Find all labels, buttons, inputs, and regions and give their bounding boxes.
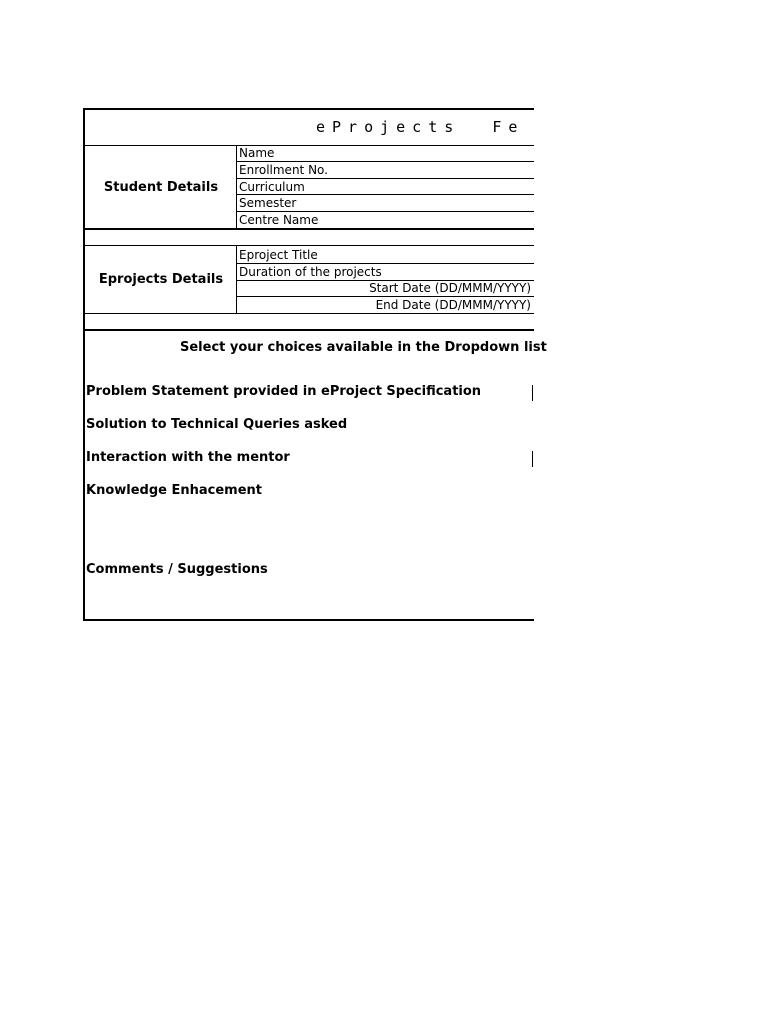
question-knowledge-enhancement: Knowledge Enhacement xyxy=(86,483,263,498)
field-end-date[interactable]: End Date (DD/MMM/YYYY) xyxy=(375,298,531,312)
field-centre-name[interactable]: Centre Name xyxy=(239,213,319,227)
question-problem-statement: Problem Statement provided in eProject Specification xyxy=(86,384,482,399)
dropdown-problem-statement[interactable] xyxy=(532,385,533,401)
field-eproject-title[interactable]: Eproject Title xyxy=(239,248,318,262)
question-technical-queries: Solution to Technical Queries asked xyxy=(86,417,348,432)
form-title: eProjects Fe xyxy=(316,118,525,136)
field-name[interactable]: Name xyxy=(239,146,275,160)
dropdown-mentor-interaction[interactable] xyxy=(532,451,533,467)
field-start-date[interactable]: Start Date (DD/MMM/YYYY) xyxy=(369,281,531,295)
frame-top-border xyxy=(83,108,534,110)
field-enrollment-no[interactable]: Enrollment No. xyxy=(239,163,328,177)
student-block-bottom xyxy=(83,228,534,230)
field-semester[interactable]: Semester xyxy=(239,196,297,210)
field-curriculum[interactable]: Curriculum xyxy=(239,180,305,194)
frame-bottom-border xyxy=(83,619,534,621)
question-mentor-interaction: Interaction with the mentor xyxy=(86,450,290,465)
frame-left-border xyxy=(83,108,85,621)
student-details-label: Student Details xyxy=(103,180,219,195)
project-block-bottom xyxy=(83,313,534,314)
eprojects-details-label: Eprojects Details xyxy=(98,272,224,287)
dropdown-instruction: Select your choices available in the Dropdown list xyxy=(180,340,547,355)
field-project-duration[interactable]: Duration of the projects xyxy=(239,265,382,279)
spacer-divider xyxy=(83,245,534,246)
choices-block-top xyxy=(83,329,534,331)
comments-suggestions-label: Comments / Suggestions xyxy=(86,562,268,577)
